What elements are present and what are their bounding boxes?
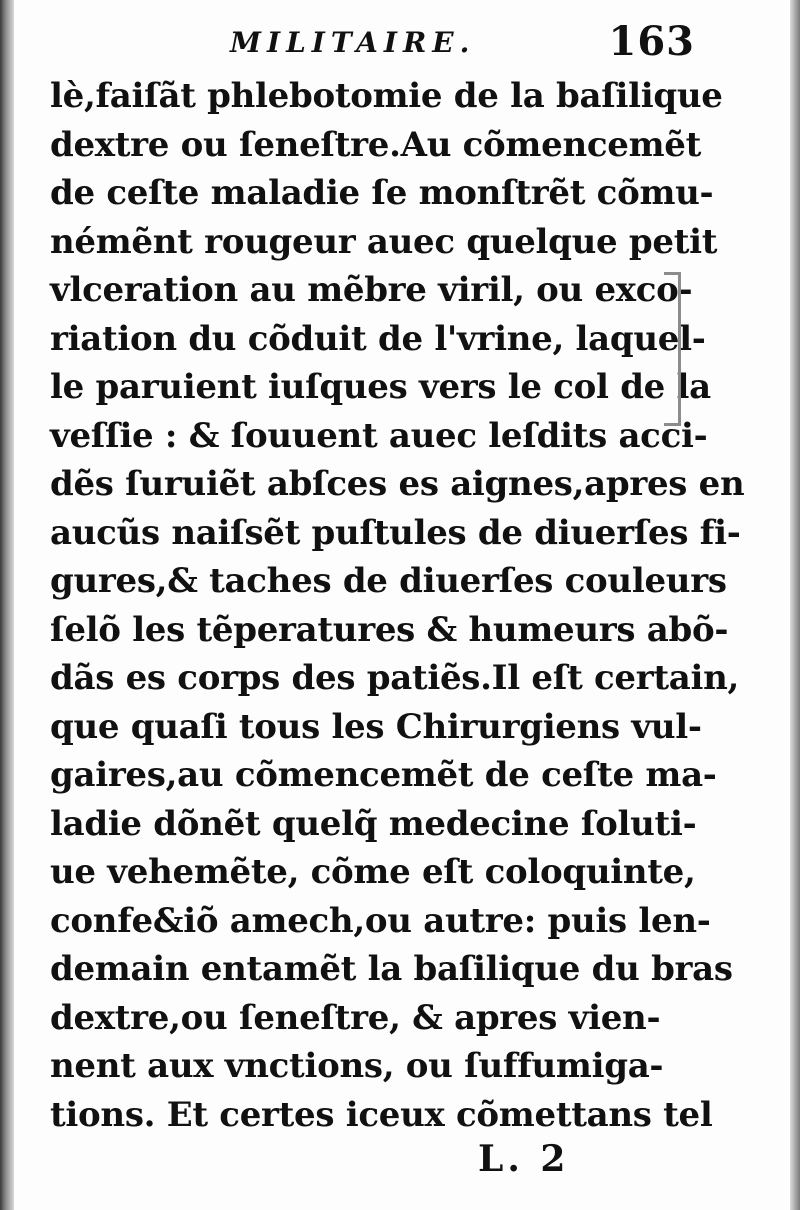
text-line: vlceration au mẽbre viril, ou exco- (50, 270, 693, 310)
text-line: confe&iõ amech,ou autre: puis len- (50, 900, 711, 941)
text-line: dãs es corps des patiẽs.Il eſt certain, (50, 658, 740, 698)
signature-mark: L. 2 (478, 1138, 570, 1180)
text-line: dextre ou ſeneſtre.Au cõmencemẽt (50, 124, 702, 165)
text-line: aucũs naiſsẽt puſtules de diuerſes fi- (50, 512, 741, 553)
text-line: ladie dõnẽt quelq̃ medecine ſoluti- (50, 803, 697, 844)
page-edge-shadow (790, 0, 800, 1210)
text-line: dextre,ou ſeneſtre, & apres vien- (50, 997, 661, 1038)
text-line: riation du cõduit de l'vrine, laquel- (50, 318, 706, 359)
body-text (50, 72, 745, 1139)
text-line: lè,faiſãt phlebotomie de la baſilique (50, 76, 723, 116)
page-number: 163 (608, 18, 695, 65)
text-line: nent aux vnctions, ou ſuffumiga- (50, 1046, 664, 1086)
running-head: MILITAIRE. (230, 26, 476, 59)
text-line: le paruient iuſques vers le col de la (50, 367, 711, 407)
text-line: dẽs ſuruiẽt abſces es aignes,apres en (50, 464, 745, 504)
text-line: gures,& taches de diuerſes couleurs (50, 561, 727, 601)
text-line: gaires,au cõmencemẽt de ceſte ma- (50, 755, 717, 795)
page-gutter-shadow (0, 0, 14, 1210)
text-line: demain entamẽt la baſilique du bras (50, 949, 733, 989)
text-line: ſelõ les tẽperatures & humeurs abõ- (50, 609, 729, 650)
margin-bracket (664, 272, 681, 426)
text-line: que quaſi tous les Chirurgiens vul- (50, 706, 702, 747)
text-line: veſſie : & ſouuent auec leſdits acci- (50, 415, 708, 456)
text-line: ue vehemẽte, cõme eſt coloquinte, (50, 852, 696, 892)
text-line: némẽnt rougeur auec quelque petit (50, 221, 718, 262)
text-line: tions. Et certes iceux cõmettans tel (50, 1094, 713, 1135)
text-line: de ceſte maladie ſe monſtrẽt cõmu- (50, 173, 714, 213)
